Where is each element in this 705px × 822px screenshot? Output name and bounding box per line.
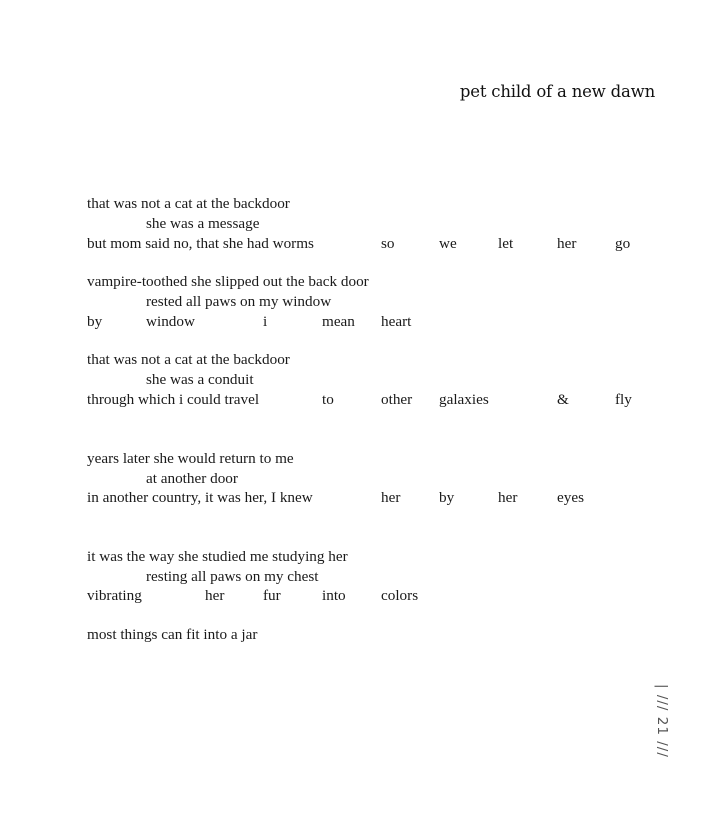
stanza-5-line-3-lead: vibrating xyxy=(87,587,142,604)
stanza-4-word-1: her xyxy=(381,489,401,506)
stanza-2-line-3-lead: by xyxy=(87,313,103,330)
stanza-1-word-2: we xyxy=(439,235,457,252)
stanza-1-word-5: go xyxy=(615,235,631,252)
stanza-5-word-3: into xyxy=(322,587,346,604)
stanza-1-word-1: so xyxy=(381,235,395,252)
stanza-4-word-2: by xyxy=(439,489,455,506)
stanza-2-word-1: window xyxy=(146,313,195,330)
stanza-2-line-2: rested all paws on my window xyxy=(146,293,332,310)
stanza-3-word-5: fly xyxy=(615,391,632,408)
page-number: | /// 21 /// xyxy=(654,684,670,758)
poem-final-line: most things can fit into a jar xyxy=(87,626,258,643)
stanza-1-word-4: her xyxy=(557,235,577,252)
stanza-3-line-3-lead: through which i could travel xyxy=(87,391,260,408)
stanza-1-line-3-lead: but mom said no, that she had worms xyxy=(87,235,314,252)
stanza-4-line-3-lead: in another country, it was her, I knew xyxy=(87,489,313,506)
stanza-4-word-4: eyes xyxy=(557,489,584,506)
stanza-3-word-2: other xyxy=(381,391,413,408)
stanza-1-word-3: let xyxy=(498,235,514,252)
stanza-5-word-2: fur xyxy=(263,587,281,604)
stanza-3-word-3: galaxies xyxy=(439,391,489,408)
stanza-2-word-4: heart xyxy=(381,313,412,330)
stanza-1-line-2: she was a message xyxy=(146,215,260,232)
stanza-5-word-1: her xyxy=(205,587,225,604)
stanza-3-word-4: & xyxy=(557,391,569,408)
stanza-2-word-3: mean xyxy=(322,313,355,330)
stanza-5-line-1: it was the way she studied me studying her xyxy=(87,548,348,565)
stanza-2-word-2: i xyxy=(263,313,268,330)
stanza-4-line-1: years later she would return to me xyxy=(87,450,294,467)
stanza-5-word-4: colors xyxy=(381,587,419,604)
poem-title: pet child of a new dawn xyxy=(459,82,655,101)
stanza-3-word-1: to xyxy=(322,391,334,408)
stanza-3-line-2: she was a conduit xyxy=(146,371,254,388)
stanza-2-line-1: vampire-toothed she slipped out the back door xyxy=(87,273,369,290)
stanza-4-line-2: at another door xyxy=(146,470,238,487)
stanza-1-line-1: that was not a cat at the backdoor xyxy=(87,195,290,212)
stanza-5-line-2: resting all paws on my chest xyxy=(146,568,319,585)
stanza-4-word-3: her xyxy=(498,489,518,506)
stanza-3-line-1: that was not a cat at the backdoor xyxy=(87,351,290,368)
